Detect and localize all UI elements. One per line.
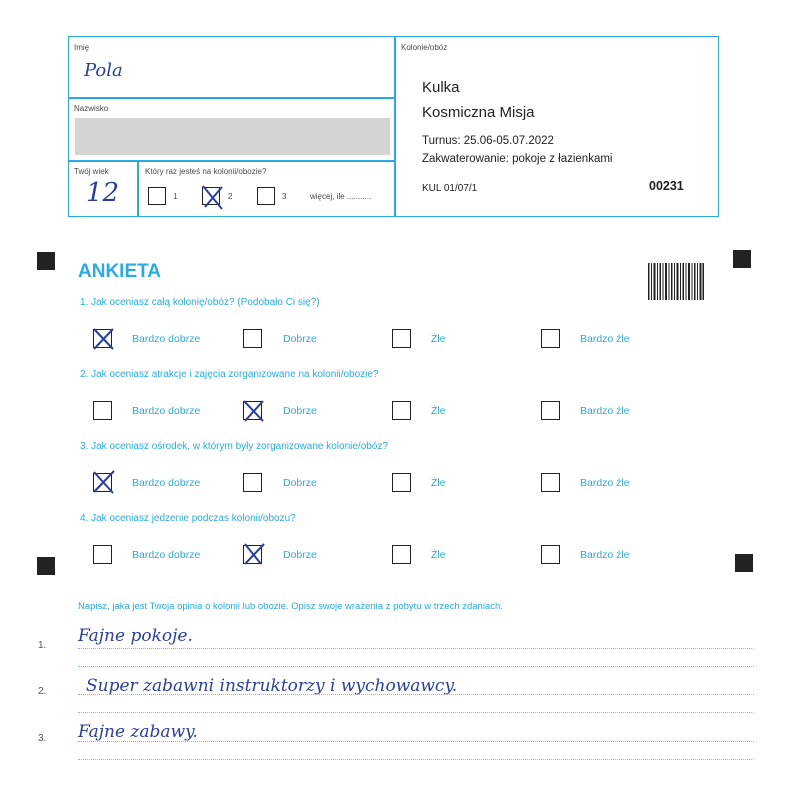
q1-option-bardzo-zle[interactable] (541, 329, 560, 348)
q4-option-bardzo-zle[interactable] (541, 545, 560, 564)
q3-option-bardzo-dobrze[interactable] (93, 473, 112, 492)
check-mark-icon (91, 326, 117, 352)
q3-label-bardzo-dobrze: Bardzo dobrze (132, 477, 201, 489)
question-4: 4. Jak oceniasz jedzenie podczas kolonii/obozu? (80, 513, 296, 524)
q2-option-dobrze[interactable] (243, 401, 262, 420)
surname-label: Nazwisko (74, 104, 109, 113)
q1-label-zle: Źle (431, 333, 446, 345)
times-option-2: 2 (228, 192, 233, 201)
q2-option-zle[interactable] (392, 401, 411, 420)
q3-label-bardzo-zle: Bardzo źle (580, 477, 630, 489)
question-2: 2. Jak oceniasz atrakcje i zajęcia zorganizowane na kolonii/obozie? (80, 369, 379, 380)
registration-marker (733, 250, 751, 268)
times-checkbox-1[interactable] (148, 187, 166, 205)
opinion-rule (78, 759, 754, 760)
q3-option-zle[interactable] (392, 473, 411, 492)
times-label: Który raz jesteś na kolonii/obozie? (145, 167, 267, 176)
opinion-line-2[interactable]: Super zabawni instruktorzy i wychowawcy. (86, 676, 458, 696)
opinion-line-number: 2. (38, 686, 47, 697)
header-age-divider (137, 160, 139, 217)
opinion-rule (78, 741, 754, 742)
times-option-1: 1 (173, 192, 178, 201)
q2-label-dobrze: Dobrze (283, 405, 317, 417)
header-row-divider (68, 97, 395, 99)
name-value[interactable]: Pola (84, 60, 123, 81)
q4-option-dobrze[interactable] (243, 545, 262, 564)
q3-option-bardzo-zle[interactable] (541, 473, 560, 492)
times-checkbox-2[interactable] (202, 187, 220, 205)
header-divider (394, 36, 396, 217)
q1-label-dobrze: Dobrze (283, 333, 317, 345)
registration-marker (735, 554, 753, 572)
opinion-rule (78, 666, 754, 667)
q4-label-dobrze: Dobrze (283, 549, 317, 561)
q2-label-bardzo-zle: Bardzo źle (580, 405, 630, 417)
check-mark-icon (241, 398, 267, 424)
turnus: Turnus: 25.06-05.07.2022 (422, 135, 554, 147)
q4-label-zle: Źle (431, 549, 446, 561)
q3-label-dobrze: Dobrze (283, 477, 317, 489)
opinion-line-3[interactable]: Fajne zabawy. (78, 722, 198, 742)
check-mark-icon (241, 542, 267, 568)
opinion-rule (78, 648, 754, 649)
q2-label-zle: Źle (431, 405, 446, 417)
camp-name: Kulka (422, 79, 460, 96)
q1-option-bardzo-dobrze[interactable] (93, 329, 112, 348)
q1-label-bardzo-zle: Bardzo źle (580, 333, 630, 345)
q4-option-zle[interactable] (392, 545, 411, 564)
opinion-rule (78, 694, 754, 695)
q2-option-bardzo-zle[interactable] (541, 401, 560, 420)
q1-option-dobrze[interactable] (243, 329, 262, 348)
times-option-3: 3 (282, 192, 287, 201)
opinion-line-1[interactable]: Fajne pokoje. (78, 626, 193, 646)
accommodation: Zakwaterowanie: pokoje z łazienkami (422, 153, 613, 165)
barcode-icon (648, 263, 704, 300)
age-value[interactable]: 12 (86, 178, 120, 208)
opinion-rule (78, 712, 754, 713)
q2-option-bardzo-dobrze[interactable] (93, 401, 112, 420)
opinion-line-number: 1. (38, 640, 47, 651)
q1-option-zle[interactable] (392, 329, 411, 348)
q4-label-bardzo-zle: Bardzo źle (580, 549, 630, 561)
q2-label-bardzo-dobrze: Bardzo dobrze (132, 405, 201, 417)
survey-title: ANKIETA (78, 261, 162, 282)
q4-option-bardzo-dobrze[interactable] (93, 545, 112, 564)
question-1: 1. Jak oceniasz całą kolonię/obóz? (Podobało Ci się?) (80, 297, 320, 308)
opinion-line-number: 3. (38, 733, 47, 744)
q1-label-bardzo-dobrze: Bardzo dobrze (132, 333, 201, 345)
times-checkbox-3[interactable] (257, 187, 275, 205)
q4-label-bardzo-dobrze: Bardzo dobrze (132, 549, 201, 561)
times-option-more: więcej, ile ........... (310, 192, 372, 201)
check-mark-icon (200, 184, 226, 210)
camp-label: Kolonie/obóz (401, 43, 448, 52)
registration-marker (37, 557, 55, 575)
form-number: 00231 (649, 179, 684, 193)
check-mark-icon (91, 470, 117, 496)
name-label: Imię (74, 43, 90, 52)
opinion-prompt: Napisz, jaka jest Twoja opinia o kolonii lub obozie. Opisz swoje wrażenia z pobytu w trzech zdaniach. (78, 601, 503, 612)
surname-redacted (75, 118, 390, 155)
camp-title: Kosmiczna Misja (422, 104, 535, 121)
question-3: 3. Jak oceniasz ośrodek, w którym były zorganizowane kolonie/obóz? (80, 441, 388, 452)
header-row-divider (68, 160, 395, 162)
q3-label-zle: Źle (431, 477, 446, 489)
registration-marker (37, 252, 55, 270)
camp-code: KUL 01/07/1 (422, 183, 478, 194)
age-label: Twój wiek (74, 167, 109, 176)
q3-option-dobrze[interactable] (243, 473, 262, 492)
